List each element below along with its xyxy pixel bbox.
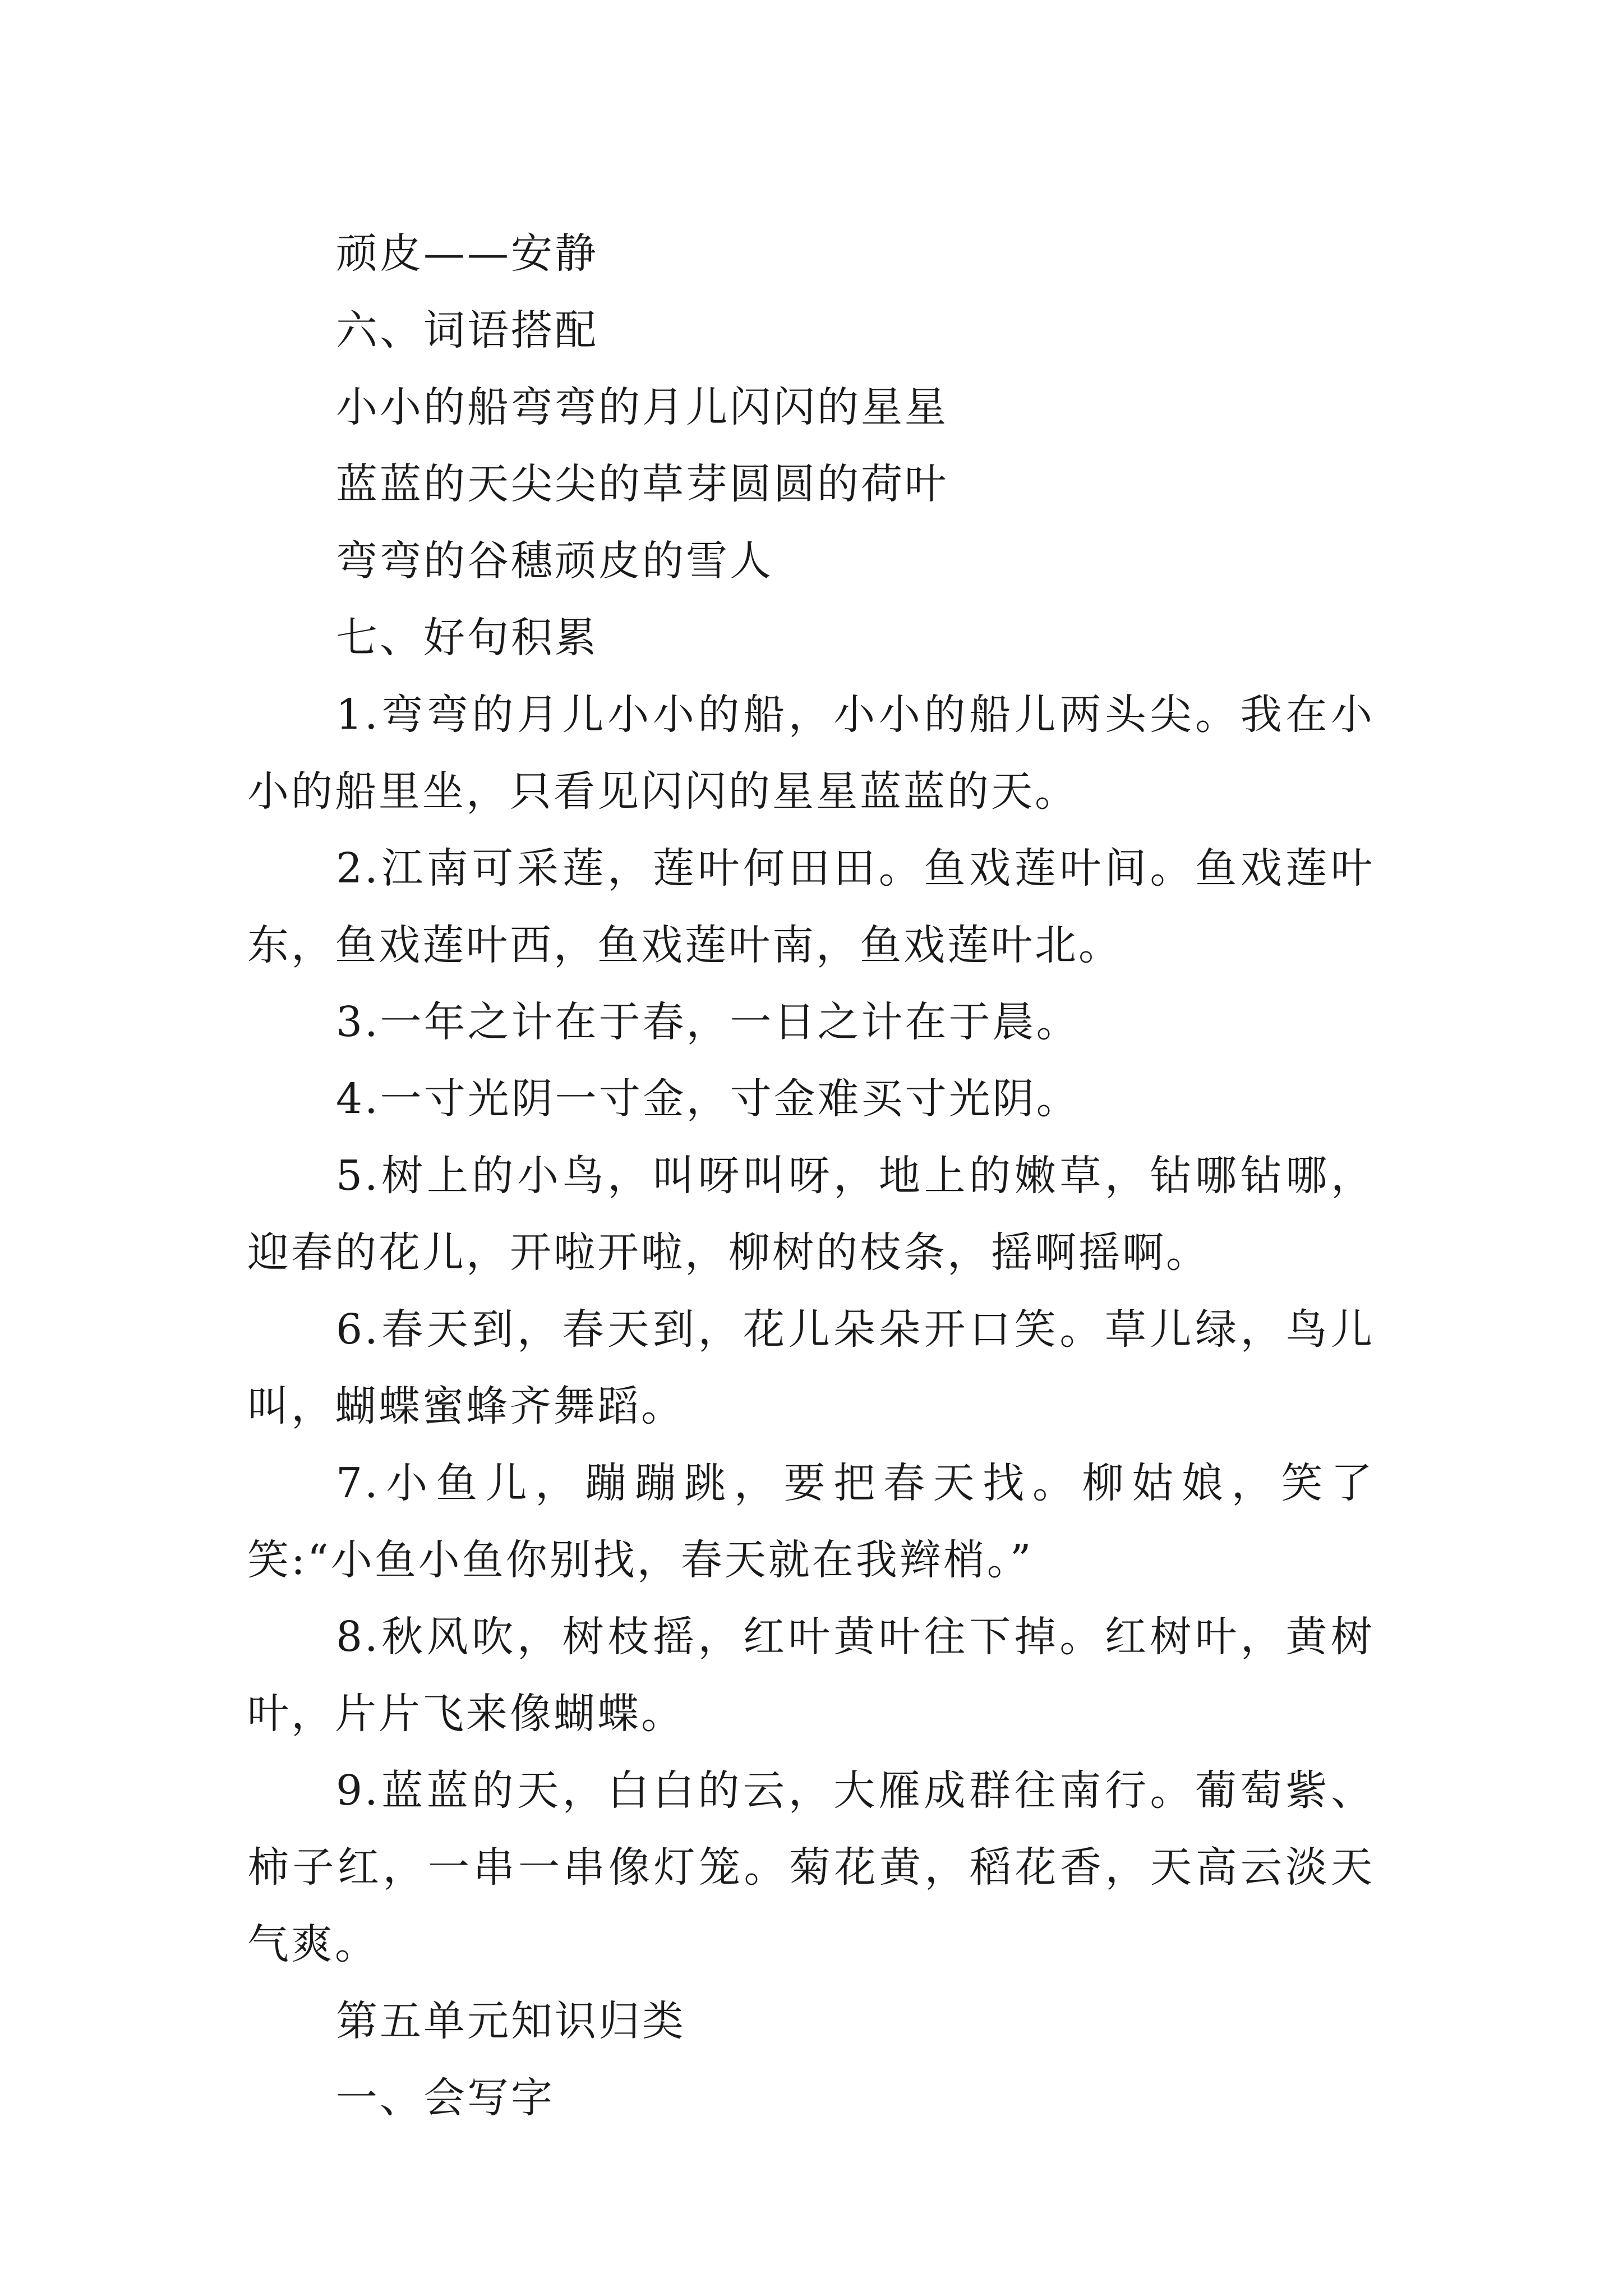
sentence-item: 8.秋风吹，树枝摇，红叶黄叶往下掉。红树叶，黄树叶，片片飞来像蝴蝶。 xyxy=(247,1613,1375,1738)
sentence-item: 1.弯弯的月儿小小的船，小小的船儿两头尖。我在小小的船里坐，只看见闪闪的星星蓝蓝的天。 xyxy=(247,691,1375,816)
sentence-item: 2.江南可采莲，莲叶何田田。鱼戏莲叶间。鱼戏莲叶东，鱼戏莲叶西，鱼戏莲叶南，鱼戏莲叶北。 xyxy=(247,844,1375,969)
word-matching-line: 蓝蓝的天尖尖的草芽圆圆的荷叶 xyxy=(336,460,948,508)
sentence-item: 9.蓝蓝的天，白白的云，大雁成群往南行。葡萄紫、柿子红，一串一串像灯笼。菊花黄，稻花香，天高云淡天气爽。 xyxy=(247,1766,1375,1968)
document-body xyxy=(247,215,1375,2137)
sentence-item: 5.树上的小鸟，叫呀叫呀，地上的嫩草，钻哪钻哪，迎春的花儿，开啦开啦，柳树的枝条，摇啊摇啊。 xyxy=(247,1152,1375,1277)
word-matching-line: 弯弯的谷穗顽皮的雪人 xyxy=(336,537,773,585)
antonym-pair: 顽皮——安静 xyxy=(336,229,598,278)
sentence-item: 6.春天到，春天到，花儿朵朵开口笑。草儿绿，鸟儿叫，蝴蝶蜜蜂齐舞蹈。 xyxy=(247,1305,1375,1430)
word-matching-line: 小小的船弯弯的月儿闪闪的星星 xyxy=(336,383,948,431)
section-heading-word-matching: 六、词语搭配 xyxy=(336,306,598,355)
unit-heading: 第五单元知识归类 xyxy=(336,1997,686,2045)
sentence-item: 7.小鱼儿，蹦蹦跳，要把春天找。柳姑娘，笑了笑:“小鱼小鱼你别找，春天就在我辫梢。” xyxy=(247,1459,1375,1584)
sentence-item: 3.一年之计在于春，一日之计在于晨。 xyxy=(336,998,1080,1046)
sentence-item: 4.一寸光阴一寸金，寸金难买寸光阴。 xyxy=(336,1075,1080,1123)
section-heading-good-sentences: 七、好句积累 xyxy=(336,614,598,662)
section-heading-writing-characters: 一、会写字 xyxy=(336,2074,555,2122)
